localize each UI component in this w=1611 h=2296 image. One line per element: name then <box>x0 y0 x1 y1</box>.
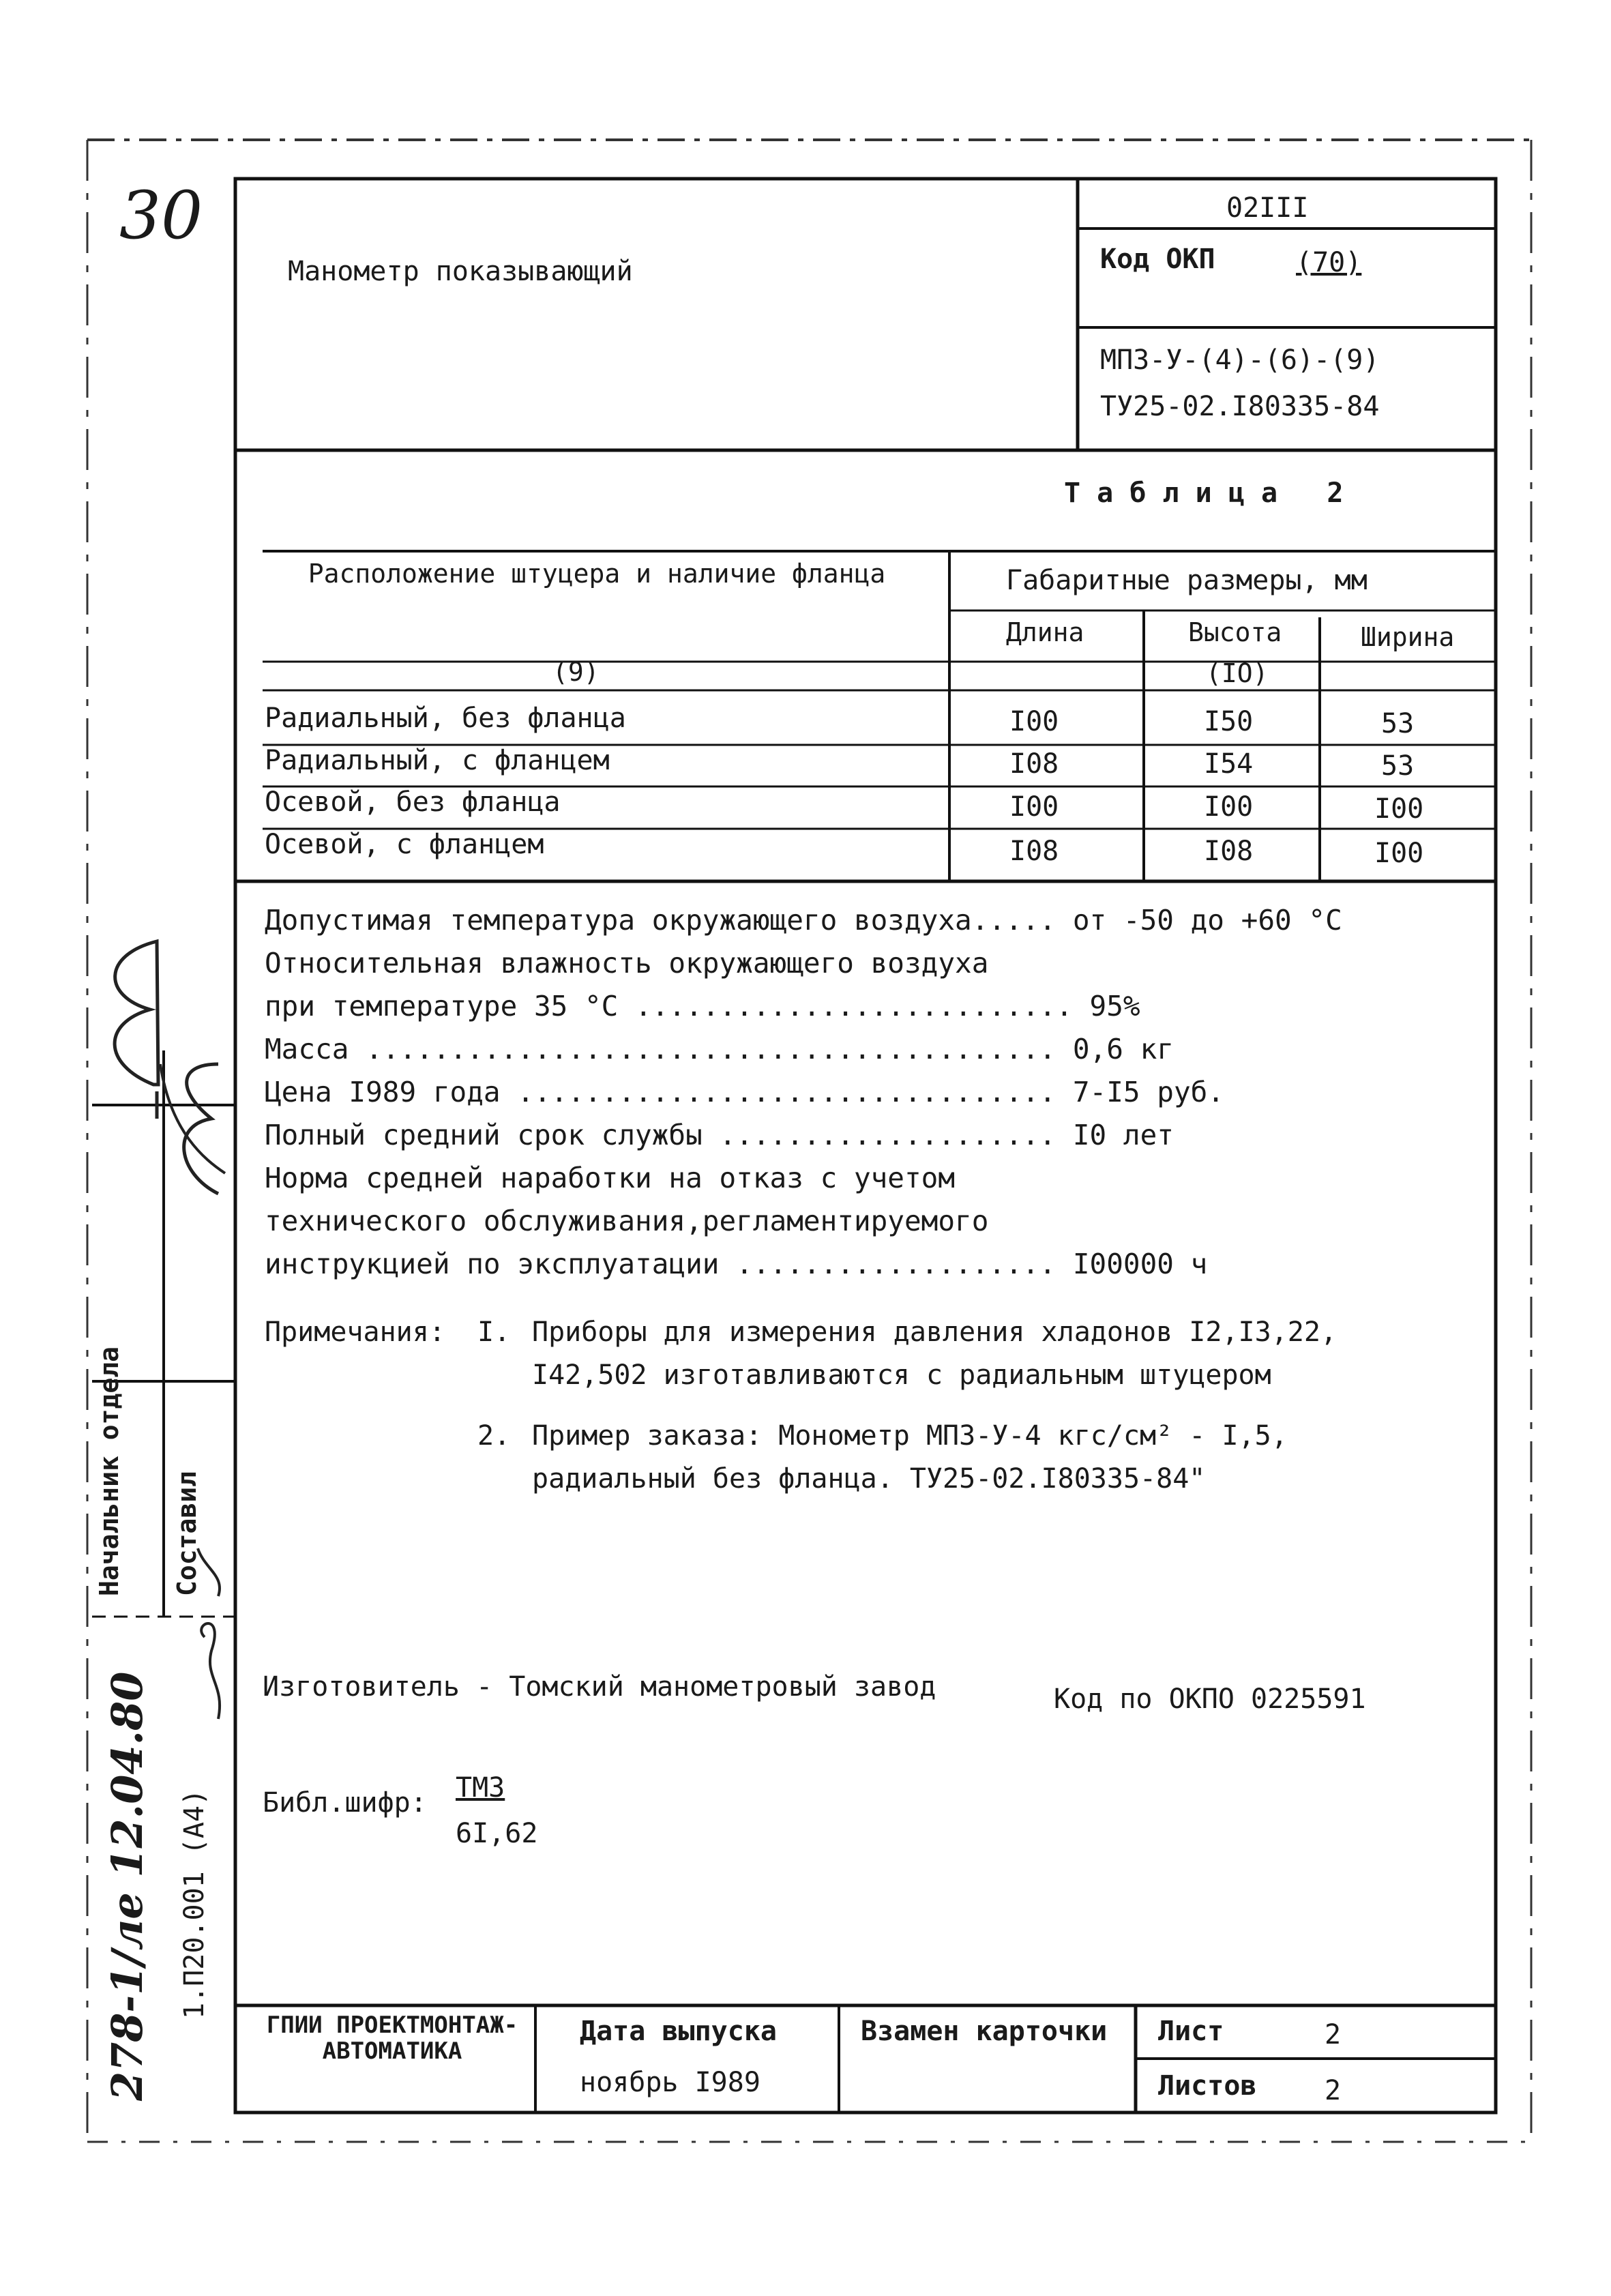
spec-temperature: Допустимая температура окружающего воздуха..... от -50 до +60 °C <box>265 904 1342 937</box>
spec-humidity-1: Относительная влажность окружающего воздуха <box>265 947 989 980</box>
spec-mtbf-2: технического обслуживания,регламентируемого <box>265 1205 989 1237</box>
head-of-department-label: Начальник отдела <box>94 1346 124 1596</box>
table-row-name: Осевой, без фланца <box>265 786 561 818</box>
sheet-value: 2 <box>1325 2019 1342 2050</box>
subheader-height: Высота <box>1188 617 1282 647</box>
note-1-line-2: I42,502 изготавливаются с радиальным штуцером <box>532 1359 1271 1391</box>
table-cell-length: I08 <box>1009 748 1059 780</box>
table-cell-width: 53 <box>1381 708 1415 739</box>
library-code-top: ТМЗ <box>456 1772 505 1804</box>
page-number: 30 <box>119 177 203 254</box>
compiled-by-label: Составил <box>172 1471 202 1596</box>
note-2-line-1: Пример заказа: Монометр МПЗ-У-4 кгс/см² - I,5, <box>532 1420 1288 1452</box>
okp-label: Код ОКП <box>1100 244 1215 275</box>
sheets-value: 2 <box>1325 2075 1342 2106</box>
table-cell-height: I00 <box>1204 791 1254 823</box>
spec-mtbf-3: инструкцией по эксплуатации ................... I00000 ч <box>265 1248 1208 1280</box>
document-title: Манометр показывающий <box>288 256 633 287</box>
note-2-number: 2. <box>477 1420 511 1452</box>
column-header-position: Расположение штуцера и наличие фланца <box>308 559 886 589</box>
note-1-line-1: Приборы для измерения давления хладонов I2,I3,22, <box>532 1316 1337 1348</box>
issue-date-value: ноябрь I989 <box>580 2067 760 2098</box>
column-header-dimensions: Габаритные размеры, мм <box>1006 565 1368 596</box>
column-ref-left: (9) <box>552 657 600 687</box>
okp-value: (70) <box>1296 247 1362 278</box>
stamp-number: 278-1/ле 12.04.80 <box>102 1671 152 2101</box>
classification-code: 02III <box>1226 192 1309 224</box>
table-cell-height: I08 <box>1204 836 1254 867</box>
notes-label: Примечания: <box>265 1316 445 1348</box>
sheets-label: Листов <box>1158 2070 1257 2102</box>
subheader-width: Ширина <box>1361 622 1455 652</box>
organization-name: ГПИИ ПРОЕКТМОНТАЖ-АВТОМАТИКА <box>266 2012 518 2065</box>
model-designation: МПЗ-У-(4)-(6)-(9) <box>1100 344 1380 376</box>
table-cell-length: I08 <box>1009 836 1059 867</box>
subheader-length: Длина <box>1006 617 1084 647</box>
table-cell-length: I00 <box>1009 706 1059 737</box>
okpo-code: Код по ОКПО 0225591 <box>1054 1683 1366 1715</box>
spec-number: ТУ25-02.I80335-84 <box>1100 391 1380 422</box>
spec-price: Цена I989 года ................................ 7-I5 руб. <box>265 1076 1224 1108</box>
table-row-name: Радиальный, без фланца <box>265 703 626 734</box>
table-row-name: Радиальный, с фланцем <box>265 745 610 776</box>
spec-humidity-2: при температуре 35 °C .......................... 95% <box>265 990 1140 1022</box>
table-cell-width: I00 <box>1374 838 1424 869</box>
replaces-card-label: Взамен карточки <box>861 2016 1108 2047</box>
table-cell-width: 53 <box>1381 750 1415 782</box>
library-label: Библ.шифр: <box>263 1787 427 1819</box>
table-cell-height: I54 <box>1204 748 1254 780</box>
sheet-label: Лист <box>1158 2016 1224 2047</box>
table-row-name: Осевой, с фланцем <box>265 829 544 860</box>
column-ref-right: (IO) <box>1206 658 1269 688</box>
note-1-number: I. <box>477 1316 511 1348</box>
format-label: 1.П20.001 (А4) <box>179 1789 210 2019</box>
library-code-bottom: 6I,62 <box>456 1818 538 1849</box>
spec-service-life: Полный средний срок службы .................... I0 лет <box>265 1119 1174 1151</box>
spec-mtbf-1: Норма средней наработки на отказ с учетом <box>265 1162 956 1194</box>
manufacturer: Изготовитель - Томский манометровый завод <box>263 1671 936 1703</box>
note-2-line-2: радиальный без фланца. ТУ25-02.I80335-84" <box>532 1463 1206 1495</box>
spec-mass: Масса ......................................... 0,6 кг <box>265 1033 1174 1065</box>
issue-date-label: Дата выпуска <box>580 2016 777 2047</box>
table-cell-length: I00 <box>1009 791 1059 823</box>
table-cell-height: I50 <box>1204 706 1254 737</box>
table-cell-width: I00 <box>1374 793 1424 825</box>
table-caption: Т а б л и ц а 2 <box>1064 477 1344 509</box>
